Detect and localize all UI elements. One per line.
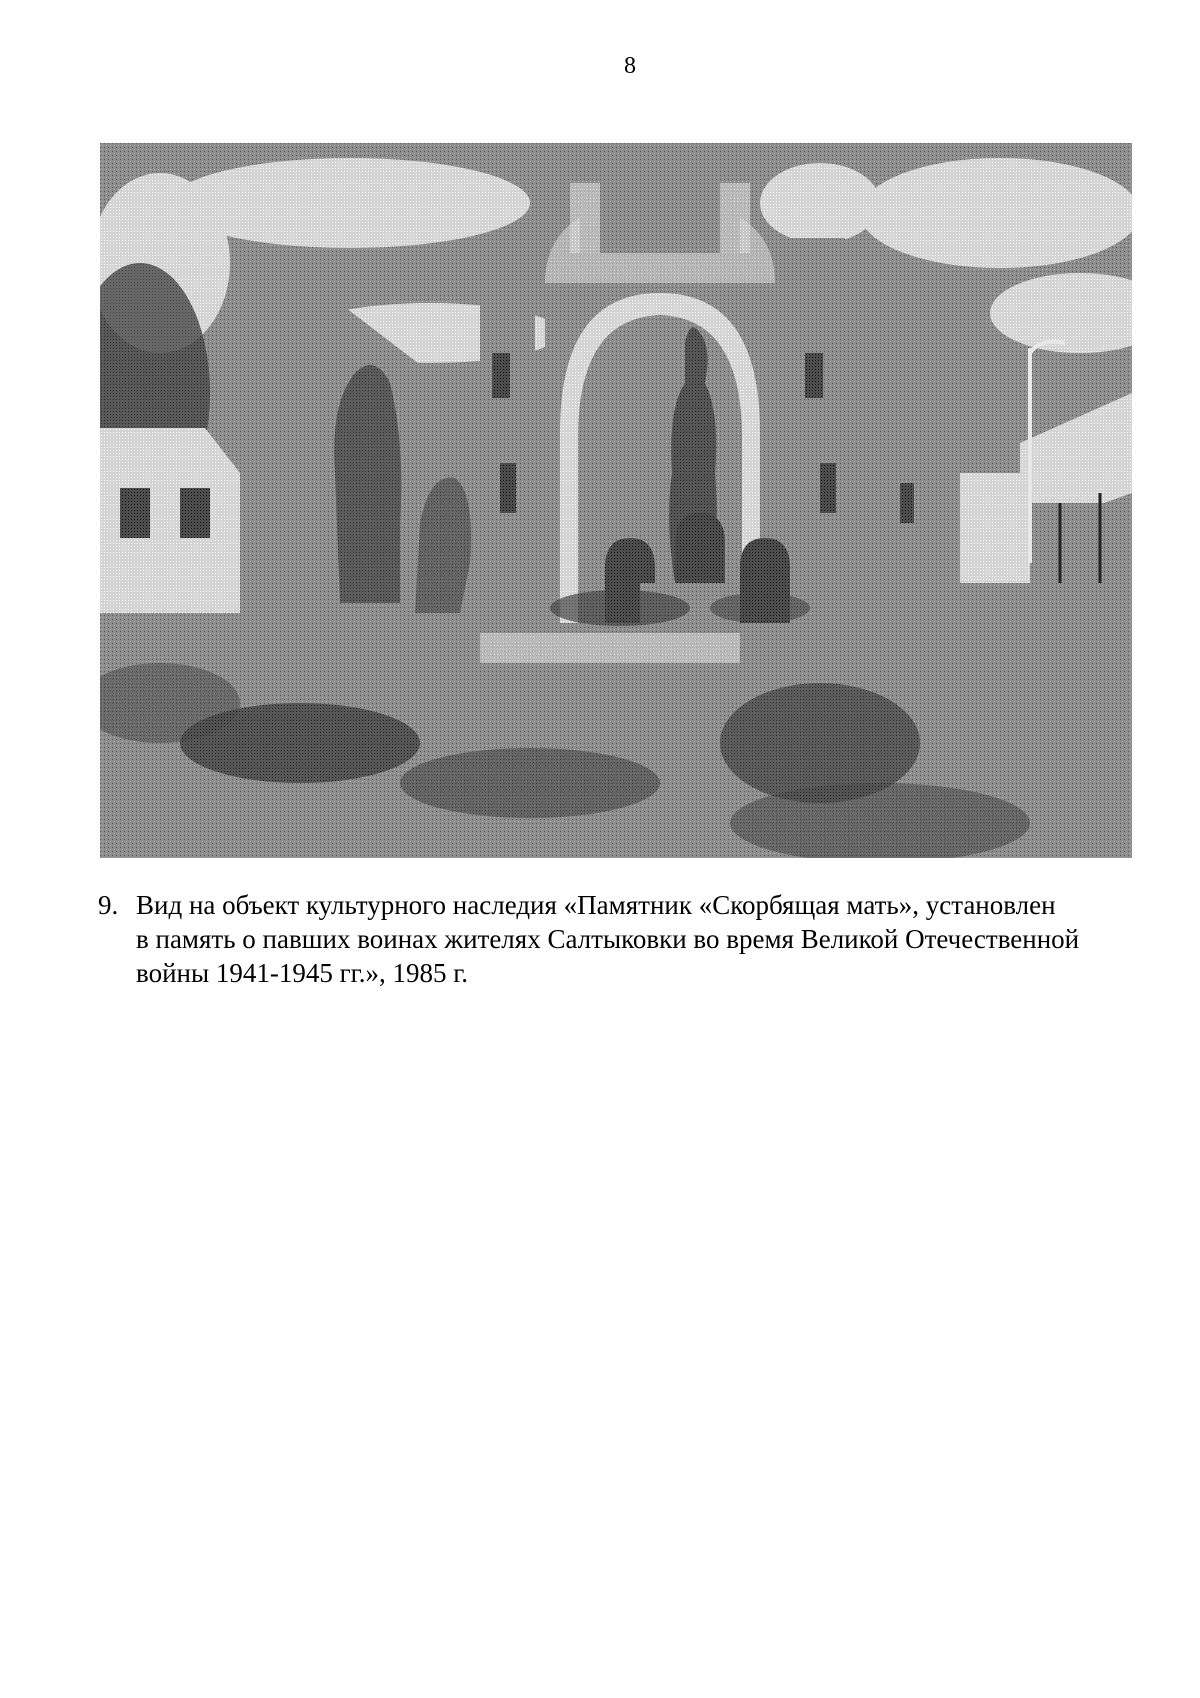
caption-text bbox=[136, 888, 1138, 990]
caption-line-1: Вид на объект культурного наследия «Памятник «Скорбящая мать», установлен bbox=[136, 890, 1056, 920]
caption-line-3: войны 1941-1945 гг.», 1985 г. bbox=[136, 958, 468, 988]
caption-line-2: в память о павших воинах жителях Салтыковки во время Великой Отечественной bbox=[136, 924, 1080, 954]
monument-photo bbox=[100, 143, 1132, 858]
monument-photo-image bbox=[100, 143, 1132, 858]
page-number: 8 bbox=[624, 53, 636, 79]
caption-item-number: 9. bbox=[98, 890, 119, 920]
figure-caption bbox=[98, 888, 1138, 990]
caption-list-item bbox=[98, 888, 1138, 990]
